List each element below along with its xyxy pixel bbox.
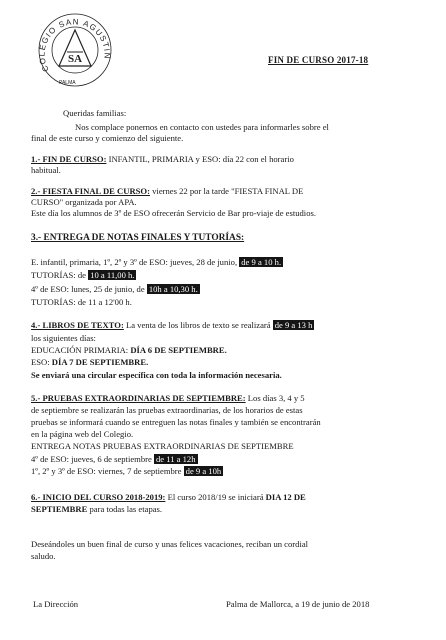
section-4-line-4-label: ESO: [31, 357, 52, 367]
section-3-line-1-text: E. infantil, primaria, 1º, 2º y 3º de ESO: jueves, 28 de junio, [31, 257, 238, 267]
closing-line-1: Deseándoles un buen final de curso y unas felices vacaciones, reciban un cordial [31, 539, 309, 549]
section-4-line-1 [31, 320, 407, 331]
section-5-heading: 5.- PRUEBAS EXTRAORDINARIAS DE SEPTIEMBRE: [31, 393, 246, 403]
section-5-line-7 [31, 466, 407, 477]
section-4-line-3 [31, 345, 407, 356]
section-2-heading: 2.- FIESTA FINAL DE CURSO: [31, 186, 150, 196]
section-6-date: DIA 12 DE [265, 492, 306, 502]
section-5-line-3: pruebas se informará cuando se entreguen las notas finales y también se encontrarán [31, 417, 321, 427]
section-3-line-3 [31, 284, 407, 295]
logo-ring-text: COLEGIO SAN AGUSTIN [37, 17, 112, 74]
section-3-heading: 3.- ENTREGA DE NOTAS FINALES Y TUTORÍAS: [31, 233, 245, 243]
section-4-line-4 [31, 357, 407, 368]
highlight-time: 10 a 11,00 h. [90, 270, 135, 280]
section-5-line-1 [31, 393, 407, 404]
highlight-time: 10h a 10,30 h. [148, 284, 198, 294]
section-2-line-2: CURSO" organizada por APA. [31, 197, 137, 207]
highlight-time: de 9 a 10 h. [241, 257, 282, 267]
section-6-heading: 6.- INICIO DEL CURSO 2018-2019: [31, 492, 166, 502]
section-1-line-1 [31, 154, 407, 165]
section-1-line-2: habitual. [31, 165, 61, 175]
section-5-line-7-text: 1º, 2º y 3º de ESO: viernes, 7 de septiembre [31, 466, 182, 476]
section-6-line-1 [31, 492, 407, 503]
section-6-line-2 [31, 504, 407, 515]
highlight-time: de 9 a 13 h [274, 320, 313, 330]
section-2-line-3: Este día los alumnos de 3º de ESO ofrecerán Servicio de Bar pro-viaje de estudios. [31, 208, 316, 218]
section-3-line-4: TUTORÍAS: de 11 a 12'00 h. [31, 297, 132, 307]
section-5-line-6 [31, 454, 407, 465]
closing-line-2: saludo. [31, 551, 56, 561]
section-3-line-1 [31, 257, 407, 268]
greeting: Queridas familias: [63, 108, 127, 118]
section-4-text: La venta de los libros de texto se realizará [123, 320, 271, 330]
section-4-line-2: los siguientes días: [31, 333, 96, 343]
document-title: FIN DE CURSO 2017-18 [268, 55, 369, 65]
section-5-text: Los días 3, 4 y 5 [245, 393, 305, 403]
section-2-text: viernes 22 por la tarde "FIESTA FINAL DE [149, 186, 304, 196]
section-1-text: INFANTIL, PRIMARIA y ESO: día 22 con el horario [106, 154, 294, 164]
section-2-line-1 [31, 186, 407, 197]
section-4-line-3-date: DÍA 6 DE SEPTIEMBRE. [130, 345, 227, 355]
signature: La Dirección [33, 599, 79, 609]
highlight-time: de 9 a 10h [185, 466, 222, 476]
highlight-time: de 11 a 12h [155, 454, 196, 464]
section-5-line-6-text: 4º de ESO: jueves, 6 de septiembre [31, 454, 152, 464]
section-5-line-5: ENTREGA NOTAS PRUEBAS EXTRAORDINARIAS DE SEPTIEMBRE [31, 441, 294, 451]
section-5-line-2: de septiembre se realizarán las pruebas extraordinarias, de los horarios de estas [31, 405, 303, 415]
section-6-month: SEPTIEMBRE [31, 504, 88, 514]
intro-line-2: final de este curso y comienzo del siguiente. [31, 133, 184, 143]
logo-city: PALMA [59, 80, 76, 86]
section-3-line-2-text: TUTORÍAS: de [31, 270, 86, 280]
section-4-heading: 4.- LIBROS DE TEXTO: [31, 320, 124, 330]
section-4-note: Se enviará una circular específica con toda la información necesaria. [31, 370, 282, 380]
section-3-line-3-text: 4º de ESO: lunes, 25 de junio, de [31, 284, 145, 294]
logo-initials: SA [67, 53, 83, 65]
section-3-line-2 [31, 270, 407, 281]
section-4-line-3-label: EDUCACIÓN PRIMARIA: [31, 345, 131, 355]
section-4-line-4-date: DÍA 7 DE SEPTIEMBRE. [51, 357, 149, 367]
section-1-heading: 1.- FIN DE CURSO: [31, 154, 107, 164]
section-3-heading-line [31, 232, 407, 244]
section-6-text: El curso 2018/19 se iniciará [165, 492, 266, 502]
section-4-line-5 [31, 370, 407, 381]
section-6-text-2: para todas las etapas. [87, 504, 163, 514]
intro-line-1: Nos complace ponernos en contacto con ustedes para informarles sobre el [75, 122, 329, 132]
letter-date: Palma de Mallorca, a 19 de junio de 2018 [226, 599, 370, 609]
school-logo [33, 8, 117, 92]
section-5-line-4: en la página web del Colegio. [31, 429, 134, 439]
